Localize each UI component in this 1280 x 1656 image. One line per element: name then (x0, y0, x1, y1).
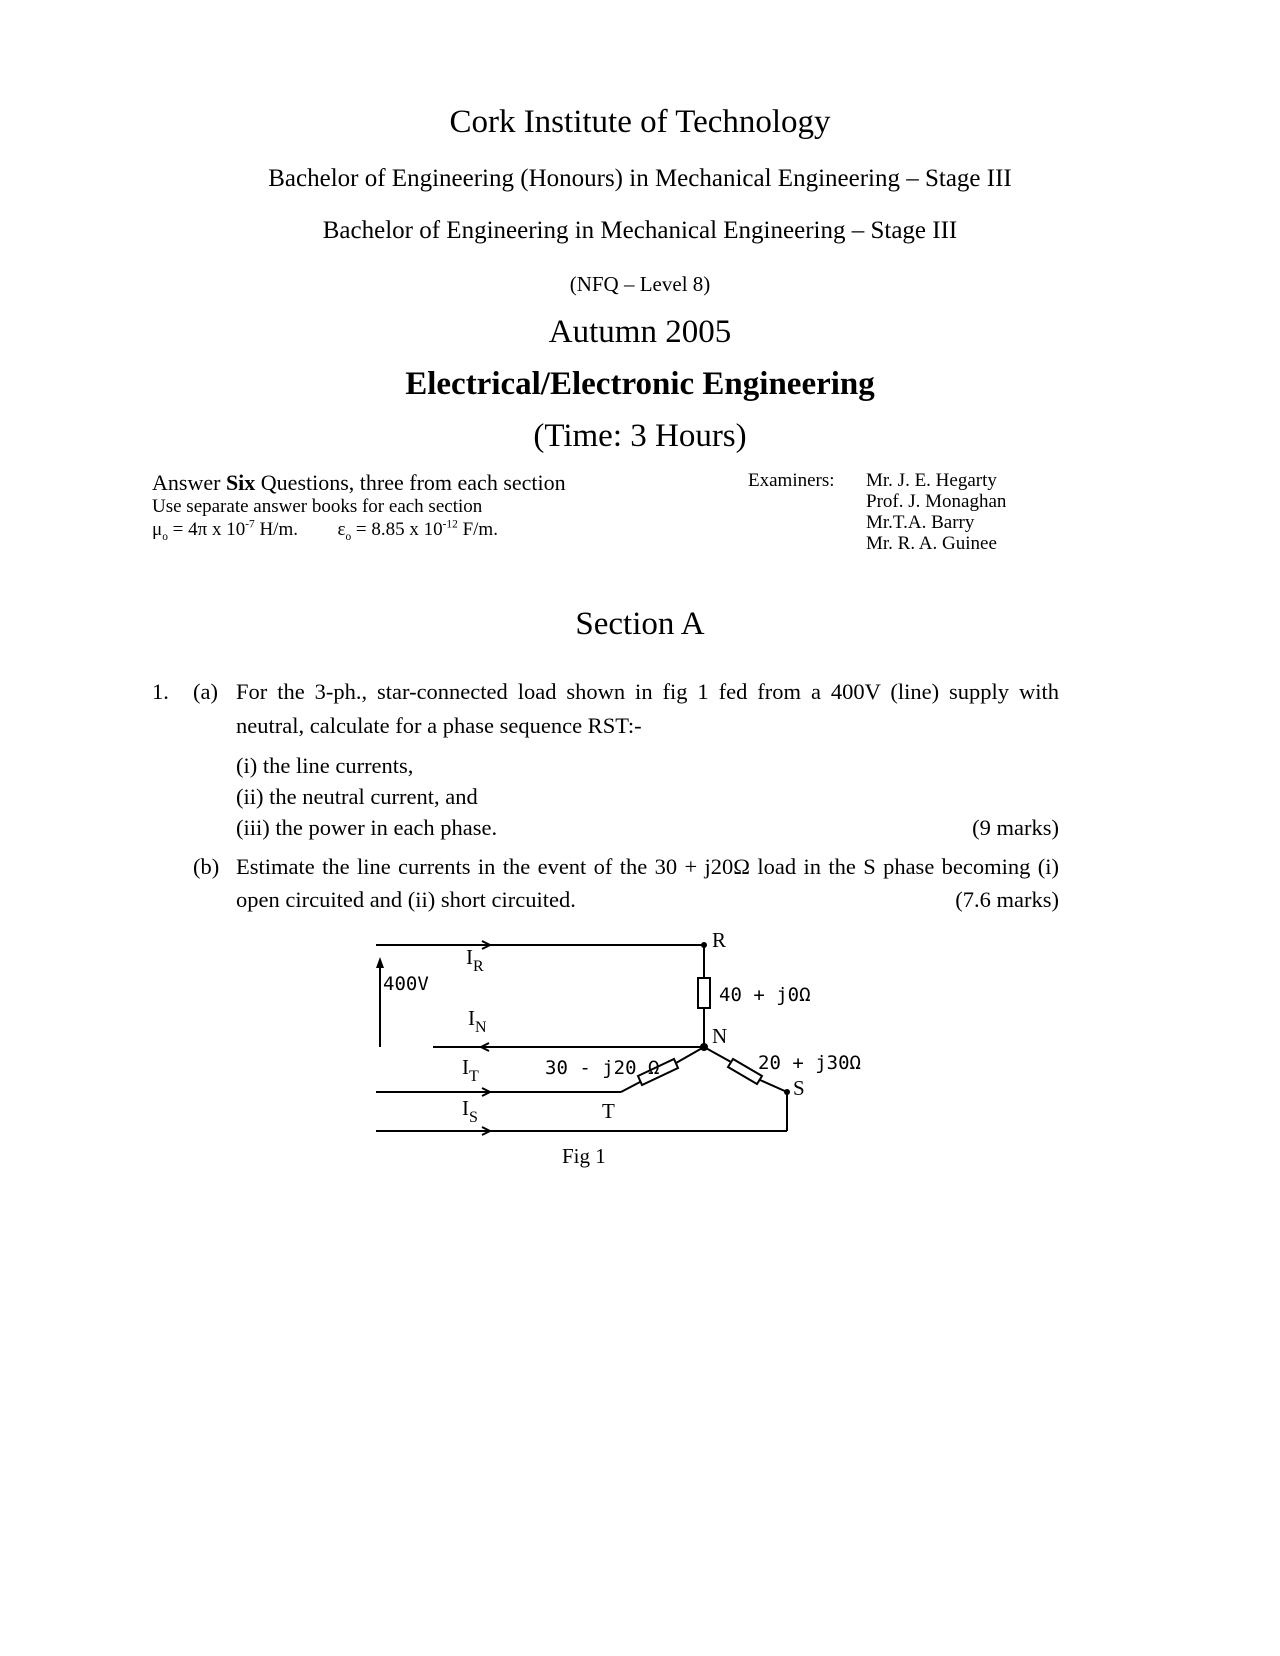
examiner-name: Mr. J. E. Hegarty (866, 470, 997, 491)
part-b-line-1: Estimate the line currents in the event of the 30 + j20Ω load in the S phase becoming (i) (236, 854, 1059, 879)
current-ir-label: $I_R$ (466, 945, 484, 975)
part-a-line-1: For the 3-ph., star-connected load shown in fig 1 fed from a 400V (line) supply with (236, 679, 1059, 704)
exam-duration: (Time: 3 Hours) (533, 418, 747, 454)
current-it-label: $I_T$ (462, 1055, 479, 1085)
figure-caption: Fig 1 (562, 1144, 606, 1168)
node-r-label: R (712, 928, 727, 952)
answer-books-instruction: Use separate answer books for each section (152, 496, 483, 517)
subject-title: Electrical/Electronic Engineering (405, 366, 875, 402)
part-b-marks: (7.6 marks) (955, 887, 1059, 912)
current-is-label: $I_S$ (462, 1096, 478, 1126)
load-r-label: 40 + j0Ω (719, 984, 811, 1006)
answer-count: Six (225, 470, 256, 495)
section-title: Section A (575, 606, 705, 642)
node-s-dot (784, 1089, 790, 1095)
part-a-line-2: neutral, calculate for a phase sequence RST:- (236, 713, 642, 738)
part-a-item: (iii) the power in each phase. (236, 815, 498, 840)
programme-ordinary: Bachelor of Engineering in Mechanical Engineering – Stage III (322, 217, 958, 244)
node-n-dot (700, 1043, 708, 1051)
part-b-label: (b) (193, 854, 220, 879)
examiner-name: Mr. R. A. Guinee (866, 533, 997, 554)
part-a-item: (i) the line currents, (236, 753, 414, 778)
load-s-label: 20 + j30Ω (758, 1052, 861, 1074)
part-a-label: (a) (193, 679, 218, 704)
question-number: 1. (152, 679, 169, 704)
epsilon-constant: $\varepsilon_o = 8.85$ x $10^{-12}$ F/m. (337, 518, 498, 543)
part-a-item: (ii) the neutral current, and (236, 784, 478, 809)
part-a-marks: (9 marks) (972, 815, 1059, 840)
resistor-r (698, 978, 710, 1008)
exam-session: Autumn 2005 (548, 314, 732, 350)
node-n-label: N (712, 1024, 728, 1048)
impedance-s (728, 1059, 762, 1084)
current-in-label: $I_N$ (468, 1006, 487, 1036)
load-t-label: 30 - j20 Ω (545, 1057, 660, 1079)
part-b-line-2: open circuited and (ii) short circuited. (236, 887, 576, 912)
mu-constant: $\mu_o = 4\pi$ x $10^{-7}$ H/m. (152, 518, 298, 543)
node-s-label: S (793, 1076, 805, 1100)
node-r-dot (701, 942, 707, 948)
examiner-name: Prof. J. Monaghan (866, 491, 1007, 512)
programme-honours: Bachelor of Engineering (Honours) in Mechanical Engineering – Stage III (268, 165, 1012, 192)
institution-title: Cork Institute of Technology (449, 104, 831, 140)
examiner-name: Mr.T.A. Barry (866, 512, 975, 533)
examiners-label: Examiners: (748, 470, 835, 491)
node-t-label: T (602, 1099, 615, 1123)
answer-instruction: Answer Six Questions, three from each section (152, 470, 566, 495)
supply-voltage-label: 400V (383, 973, 429, 995)
nfq-level: (NFQ – Level 8) (569, 272, 711, 296)
